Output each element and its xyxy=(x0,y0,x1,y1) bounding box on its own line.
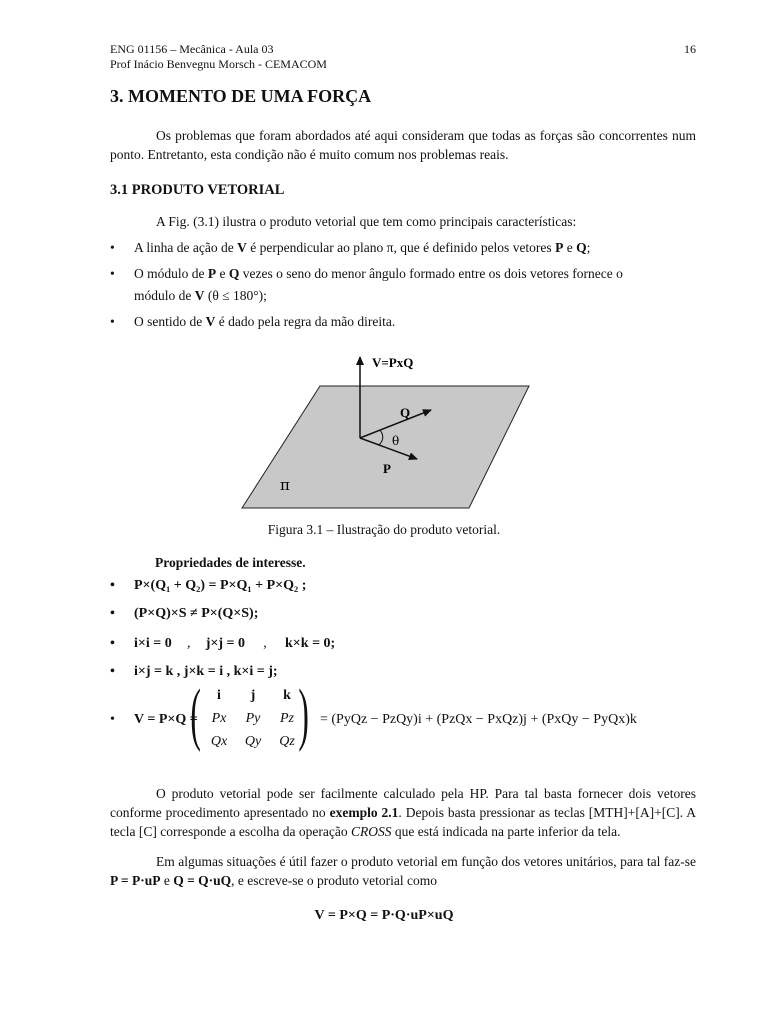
label-q: Q xyxy=(400,405,411,420)
unit-vector-paragraph: Em algumas situações é útil fazer o produto vetorial em função dos vetores unitários, para tal faz-se P = P·uP e Q = Q·uQ, e escreve-se o produto vetorial como xyxy=(110,854,696,888)
intro-paragraph: Os problemas que foram abordados até aqui consideram que todas as forças são concorrentes num ponto. Entretanto, esta condição não é muito comum nos problemas reais. xyxy=(110,128,696,162)
bullet-dot: • xyxy=(110,314,115,329)
matrix-cell: Pz xyxy=(280,711,294,726)
page-number: 16 xyxy=(684,42,696,56)
header-professor: Prof Inácio Benvegnu Morsch - CEMACOM xyxy=(110,57,327,71)
result-equation: V = P×Q = P·Q·uP×uQ xyxy=(314,908,454,923)
figure-caption: Figura 3.1 – Ilustração do produto vetorial. xyxy=(267,522,501,537)
bullet-dot: • xyxy=(110,636,115,651)
matrix-cell: Qx xyxy=(210,734,228,749)
matrix-cell: j xyxy=(250,688,256,703)
label-v: V=PxQ xyxy=(372,355,414,370)
property-equation: P×(Q₁ + Q₂) = P×Q₁ + P×Q₂ ; xyxy=(134,578,307,593)
bullet-text: O sentido de V é dado pela regra da mão direita. xyxy=(134,314,396,329)
label-pi: π xyxy=(280,476,290,494)
bullet-dot: • xyxy=(110,712,115,727)
label-p: P xyxy=(383,461,391,476)
property-equation: (P×Q)×S ≠ P×(Q×S); xyxy=(134,606,259,621)
bullet-dot: • xyxy=(110,240,115,255)
subsection-title: 3.1 PRODUTO VETORIAL xyxy=(110,182,285,198)
matrix-cell: i xyxy=(217,688,221,703)
section-title: 3. MOMENTO DE UMA FORÇA xyxy=(110,86,372,106)
property-equation: i×i = 0 , j×j = 0 , k×k = 0; xyxy=(134,636,336,651)
header-course: ENG 01156 – Mecânica - Aula 03 xyxy=(110,42,274,56)
matrix-cell: Qy xyxy=(244,734,262,749)
bullet-dot: • xyxy=(110,578,115,593)
determinant-matrix xyxy=(190,676,316,754)
matrix-cell: k xyxy=(283,688,291,703)
properties-title: Propriedades de interesse. xyxy=(155,555,306,570)
bullet-dot: • xyxy=(110,606,115,621)
matrix-cell: Qz xyxy=(279,734,295,749)
bullet-text: O módulo de P e Q vezes o seno do menor ângulo formado entre os dois vetores fornece o módulo de V (θ ≤ 180°); xyxy=(134,266,623,303)
matrix-cell: Py xyxy=(245,711,261,726)
property-equation: i×j = k , j×k = i , k×i = j; xyxy=(134,664,278,679)
matrix-cell: Px xyxy=(211,711,227,726)
bullet-dot: • xyxy=(110,664,115,679)
matrix-right-paren: ) xyxy=(298,676,309,753)
label-theta: θ xyxy=(392,434,400,448)
determinant-rhs: = (PyQz − PzQy)i + (PzQx − PxQz)j + (PxQy − PyQx)k xyxy=(320,712,637,727)
bullet-dot: • xyxy=(110,266,115,281)
bullet-text: A linha de ação de V é perpendicular ao plano π, que é definido pelos vetores P e Q; xyxy=(134,240,591,255)
determinant-lhs: V = P×Q = xyxy=(134,712,198,727)
hp-paragraph: O produto vetorial pode ser facilmente calculado pela HP. Para tal basta fornecer dois vetores conforme procedimento apresentado no exemplo 2.1. Depois basta pressionar as teclas [MTH]+[A]+[C]. A tecla [C] corresponde a escolha da operação CROSS que está indicada na parte inferior da tela. xyxy=(110,786,697,839)
bullet-item-2 xyxy=(110,263,696,309)
subsection-lead: A Fig. (3.1) ilustra o produto vetorial que tem como principais características: xyxy=(156,214,577,229)
matrix-left-paren: ( xyxy=(190,676,201,753)
cross-product-figure xyxy=(230,345,550,515)
